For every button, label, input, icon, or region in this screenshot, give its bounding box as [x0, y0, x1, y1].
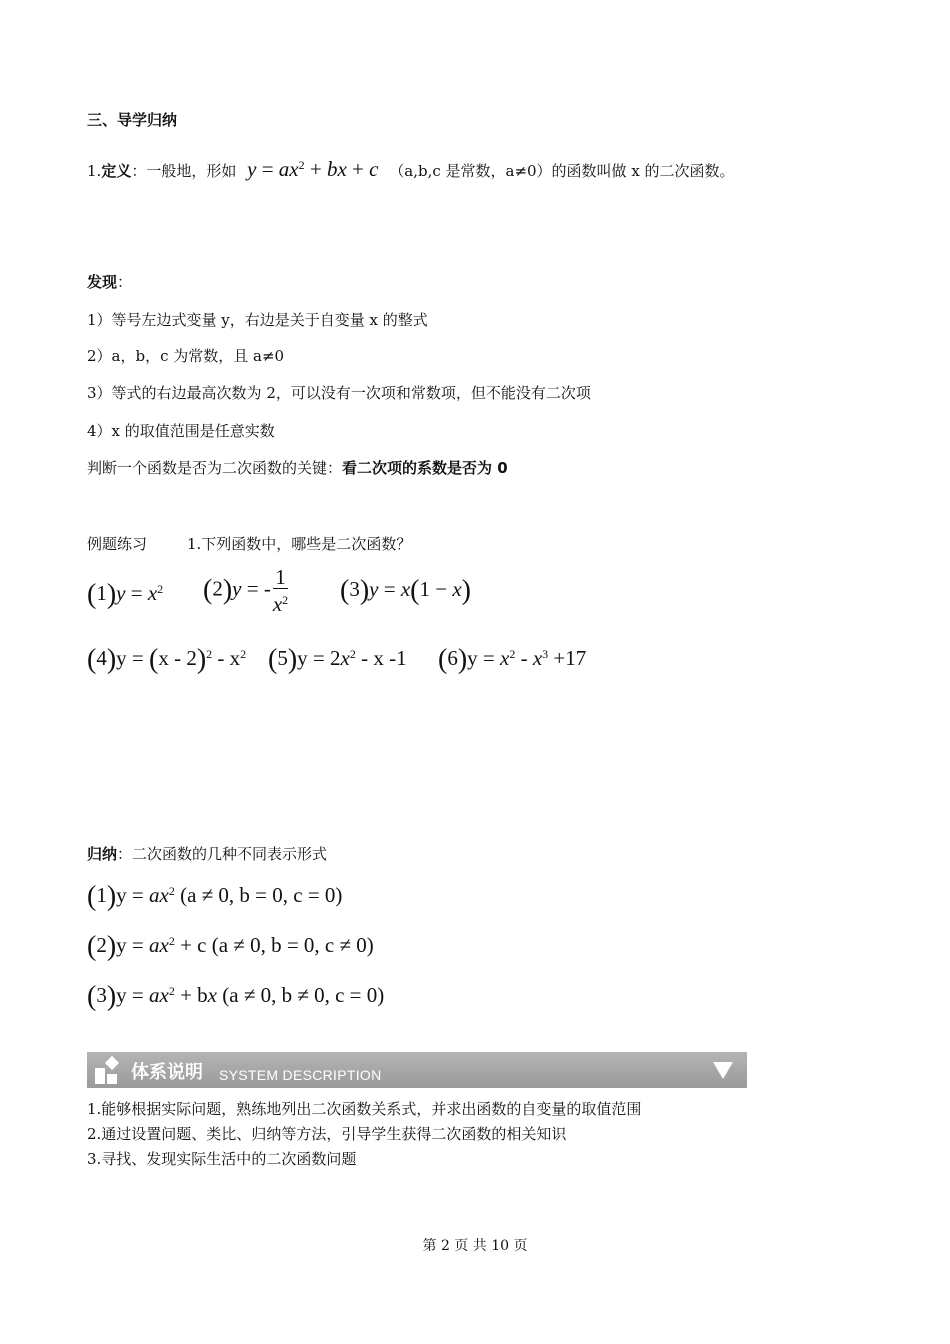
key-point-prefix: 判断一个函数是否为二次函数的关键：	[87, 459, 343, 477]
key-point-bold: 看二次项的系数是否为 0	[342, 459, 508, 477]
example-item-2: (2)y = - $\frac{1}{x^2}$	[203, 565, 289, 616]
summary-heading	[87, 844, 327, 864]
finding-item-4: 4）x 的取值范围是任意实数	[87, 422, 275, 440]
example-item-1: $(1)y = x^2$	[87, 579, 164, 610]
example-item-5: $(5)y = 2x^2 - x$ -1	[268, 644, 407, 675]
findings-heading-label: 发现	[87, 273, 118, 291]
banner-title-cn: 体系说明	[131, 1062, 203, 1083]
definition-number: 1.	[87, 162, 102, 180]
definition-formula: $y = ax^2$ + bx + c	[247, 157, 379, 181]
definition-after: （a,b,c 是常数，a≠0）的函数叫做 x 的二次函数。	[389, 162, 735, 180]
blocks-logo-icon	[95, 1058, 121, 1084]
definition-label: 定义	[101, 162, 132, 180]
summary-form-2: $(2)y = ax^2 + c$ (a ≠ 0, b = 0, c ≠ 0)	[87, 931, 374, 962]
goal-item-2: 2.通过设置问题、类比、归纳等方法，引导学生获得二次函数的相关知识	[87, 1125, 567, 1143]
finding-item-3: 3）等式的右边最高次数为 2，可以没有一次项和常数项，但不能没有二次项	[87, 384, 591, 402]
goal-item-1: 1.能够根据实际问题，熟练地列出二次函数关系式，并求出函数的自变量的取值范围	[87, 1100, 642, 1118]
summary-heading-label: 归纳	[87, 845, 118, 863]
definition-before: ：一般地，形如	[131, 162, 237, 180]
example-item-3: (3)y = x(1 − x)	[340, 575, 471, 606]
finding-item-2: 2）a，b，c 为常数，且 a≠0	[87, 347, 285, 365]
findings-heading	[87, 272, 132, 292]
example-question: 1.下列函数中，哪些是二次函数？	[187, 535, 412, 553]
summary-heading-text: ：二次函数的几种不同表示形式	[117, 845, 328, 863]
finding-item-1: 1）等号左边式变量 y，右边是关于自变量 x 的整式	[87, 311, 428, 329]
example-item-4: $(4)y = (x - 2)^2 - x^2$	[87, 644, 247, 675]
example-item-6: $(6)y = x^2 - x^3 +17$	[438, 644, 587, 675]
page-footer: 第 2 页 共 10 页	[422, 1238, 528, 1254]
goal-item-3: 3.寻找、发现实际生活中的二次函数问题	[87, 1150, 357, 1168]
key-point	[87, 458, 508, 478]
example-label: 例题练习	[87, 535, 148, 553]
summary-form-3: $(3)y = ax^2$ + bx (a ≠ 0, b ≠ 0, c = 0)	[87, 981, 385, 1012]
findings-heading-colon: ：	[117, 273, 133, 291]
banner-title-en: SYSTEM DESCRIPTION	[219, 1067, 382, 1083]
definition-line	[87, 152, 735, 182]
summary-form-1: $(1)y = ax^2$ (a ≠ 0, b = 0, c = 0)	[87, 881, 343, 912]
triangle-down-icon	[713, 1062, 733, 1079]
system-description-banner	[87, 1052, 747, 1088]
section-title: 三、导学归纳	[87, 111, 178, 129]
